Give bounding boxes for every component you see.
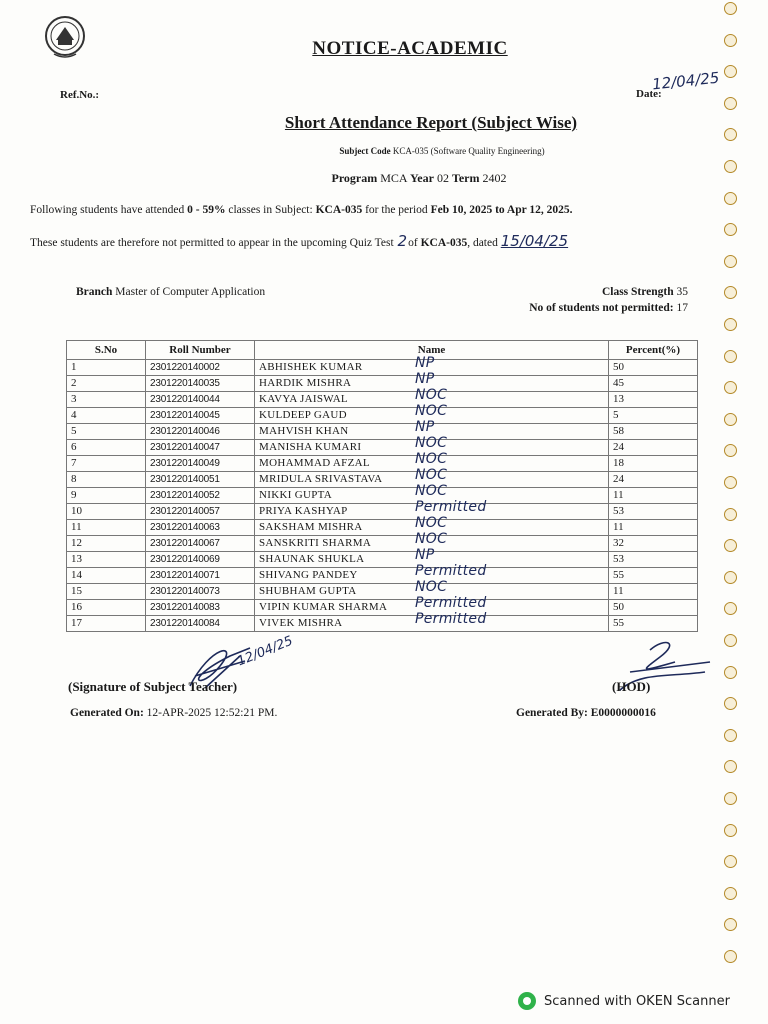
table-row — [67, 440, 698, 456]
binder-hole — [724, 887, 737, 900]
cell-roll-number — [146, 616, 255, 632]
cell-percent — [609, 408, 698, 424]
cell-percent-text: 13 — [613, 393, 624, 405]
report-title: Short Attendance Report (Subject Wise) — [284, 113, 578, 132]
cell-percent-text: 58 — [613, 425, 624, 437]
cell-percent — [609, 376, 698, 392]
cell-roll-number-text: 2301220140035 — [150, 378, 220, 389]
binder-ring-holes — [724, 0, 744, 1000]
cell-roll-number — [146, 456, 255, 472]
table-row — [67, 568, 698, 584]
cell-name-text: VIVEK MISHRA — [259, 617, 343, 629]
cell-sno — [67, 488, 146, 504]
class-strength-block — [529, 284, 688, 316]
table-row — [67, 600, 698, 616]
table-row — [67, 488, 698, 504]
cell-sno-text: 1 — [71, 361, 77, 373]
cell-sno-text: 10 — [71, 505, 82, 517]
cell-roll-number-text: 2301220140084 — [150, 618, 220, 629]
cell-percent — [609, 536, 698, 552]
cell-sno-text: 9 — [71, 489, 77, 501]
cell-roll-number — [146, 408, 255, 424]
cell-sno — [67, 552, 146, 568]
cell-percent-text: 32 — [613, 537, 624, 549]
cell-sno — [67, 424, 146, 440]
branch-line — [76, 286, 265, 298]
page-title: NOTICE-ACADEMIC — [312, 38, 508, 59]
cell-sno-text: 4 — [71, 409, 77, 421]
binder-hole — [724, 160, 737, 173]
cell-roll-number-text: 2301220140052 — [150, 490, 220, 501]
table-row — [67, 424, 698, 440]
table-row — [67, 376, 698, 392]
subject-code-line — [0, 146, 768, 156]
table-row — [67, 504, 698, 520]
generated-on-label: Generated On: — [70, 707, 144, 719]
teacher-signature-date: 12/04/25 — [235, 633, 296, 670]
cell-sno — [67, 456, 146, 472]
cell-roll-number — [146, 440, 255, 456]
cell-percent — [609, 456, 698, 472]
binder-hole — [724, 792, 737, 805]
statement-text: Following students have attended — [30, 204, 188, 216]
binder-hole — [724, 855, 737, 868]
year-label: Year — [409, 171, 434, 185]
cell-percent — [609, 504, 698, 520]
class-strength-label: Class Strength — [601, 286, 674, 298]
handwritten-remark: NOC — [415, 515, 448, 531]
table-row — [67, 360, 698, 376]
generated-by-value: E0000000016 — [590, 707, 656, 719]
handwritten-remark: NOC — [415, 579, 448, 595]
cell-name-text: SAKSHAM MISHRA — [259, 521, 363, 533]
handwritten-remark: NP — [415, 547, 435, 563]
scanner-text: Scanned with OKEN Scanner — [544, 993, 730, 1009]
generated-by — [516, 707, 656, 719]
binder-hole — [724, 760, 737, 773]
cell-percent-text: 11 — [613, 521, 624, 533]
cell-roll-number — [146, 472, 255, 488]
cell-roll-number — [146, 392, 255, 408]
binder-hole — [724, 255, 737, 268]
cell-roll-number — [146, 552, 255, 568]
binder-hole — [724, 350, 737, 363]
handwritten-date: 12/04/25 — [651, 68, 721, 94]
subject-code: KCA-035 — [420, 237, 468, 249]
cell-name-text: HARDIK MISHRA — [259, 377, 352, 389]
binder-hole — [724, 697, 737, 710]
program-label: Program — [331, 171, 378, 185]
scanner-logo-icon — [518, 992, 536, 1010]
statement-text: of — [408, 237, 421, 249]
handwritten-remark: NOC — [415, 483, 448, 499]
cell-roll-number-text: 2301220140046 — [150, 426, 220, 437]
cell-roll-number-text: 2301220140073 — [150, 586, 220, 597]
statement-text: These students are therefore not permitted to appear in the upcoming Quiz Test — [30, 237, 394, 249]
handwritten-remark: NOC — [415, 467, 448, 483]
table-row — [67, 616, 698, 632]
cell-sno-text: 8 — [71, 473, 77, 485]
table-row — [67, 552, 698, 568]
cell-name-text: SHUBHAM GUPTA — [259, 585, 357, 597]
cell-sno — [67, 568, 146, 584]
cell-sno-text: 17 — [71, 617, 82, 629]
cell-name-text: MAHVISH KHAN — [259, 425, 349, 437]
cell-name-text: SANSKRITI SHARMA — [259, 537, 372, 549]
statement-text: for the period — [362, 204, 431, 216]
table-row — [67, 520, 698, 536]
binder-hole — [724, 602, 737, 615]
cell-roll-number — [146, 600, 255, 616]
term-label: Term — [451, 171, 480, 185]
statement-line-1 — [30, 204, 573, 216]
statement-line-2 — [30, 232, 568, 250]
cell-roll-number — [146, 536, 255, 552]
cell-sno — [67, 408, 146, 424]
cell-roll-number-text: 2301220140051 — [150, 474, 220, 485]
binder-hole — [724, 950, 737, 963]
cell-roll-number — [146, 504, 255, 520]
cell-roll-number — [146, 584, 255, 600]
handwritten-remark: NOC — [415, 403, 448, 419]
cell-percent — [609, 600, 698, 616]
cell-sno — [67, 504, 146, 520]
cell-name — [255, 611, 609, 632]
binder-hole — [724, 223, 737, 236]
cell-sno-text: 11 — [71, 521, 82, 533]
cell-roll-number-text: 2301220140083 — [150, 602, 220, 613]
cell-name-text: SHIVANG PANDEY — [259, 569, 358, 581]
cell-roll-number-text: 2301220140049 — [150, 458, 220, 469]
branch-label: Branch — [76, 286, 113, 298]
cell-percent — [609, 616, 698, 632]
header-name: Name — [255, 341, 609, 360]
handwritten-remark: NOC — [415, 435, 448, 451]
cell-name-text: VIPIN KUMAR SHARMA — [259, 601, 388, 613]
binder-hole — [724, 444, 737, 457]
cell-roll-number-text: 2301220140057 — [150, 506, 220, 517]
cell-roll-number-text: 2301220140044 — [150, 394, 220, 405]
cell-percent-text: 18 — [613, 457, 624, 469]
not-permitted-value: 17 — [676, 302, 688, 314]
binder-hole — [724, 381, 737, 394]
cell-percent — [609, 424, 698, 440]
cell-roll-number-text: 2301220140069 — [150, 554, 220, 565]
cell-percent-text: 55 — [613, 569, 624, 581]
hod-label: (HOD) — [612, 679, 651, 694]
handwritten-quiz-number: 2 — [397, 232, 408, 250]
cell-roll-number — [146, 568, 255, 584]
cell-roll-number-text: 2301220140045 — [150, 410, 220, 421]
attendance-table — [66, 340, 698, 632]
cell-name-text: ABHISHEK KUMAR — [259, 361, 363, 373]
term-value: 2402 — [482, 171, 507, 185]
cell-sno — [67, 584, 146, 600]
cell-sno — [67, 600, 146, 616]
cell-percent — [609, 584, 698, 600]
cell-sno — [67, 472, 146, 488]
cell-percent — [609, 392, 698, 408]
cell-sno-text: 2 — [71, 377, 77, 389]
binder-hole — [724, 413, 737, 426]
cell-roll-number — [146, 376, 255, 392]
binder-hole — [724, 192, 737, 205]
cell-roll-number — [146, 424, 255, 440]
binder-hole — [724, 666, 737, 679]
subject-code-value: KCA-035 (Software Quality Engineering) — [392, 146, 545, 156]
subject-code-label: Subject Code — [339, 146, 391, 156]
binder-hole — [724, 34, 737, 47]
table-header-row — [67, 341, 698, 360]
cell-percent — [609, 360, 698, 376]
cell-percent — [609, 568, 698, 584]
cell-percent-text: 11 — [613, 489, 624, 501]
cell-sno — [67, 616, 146, 632]
subject-code: KCA-035 — [315, 204, 363, 216]
binder-hole — [724, 476, 737, 489]
cell-name-text: KAVYA JAISWAL — [259, 393, 348, 405]
handwritten-remark: NOC — [415, 451, 448, 467]
cell-sno — [67, 376, 146, 392]
cell-sno — [67, 536, 146, 552]
cell-name-text: MOHAMMAD AFZAL — [259, 457, 370, 469]
cell-sno-text: 13 — [71, 553, 82, 565]
table-row — [67, 392, 698, 408]
date-label: Date: — [636, 88, 662, 100]
binder-hole — [724, 824, 737, 837]
cell-percent — [609, 488, 698, 504]
attendance-range: 0 - 59% — [187, 204, 226, 216]
binder-hole — [724, 508, 737, 521]
branch-value: Master of Computer Application — [115, 286, 266, 298]
handwritten-remark: Permitted — [415, 563, 487, 579]
table-row — [67, 408, 698, 424]
cell-sno-text: 6 — [71, 441, 77, 453]
cell-sno-text: 16 — [71, 601, 82, 613]
cell-percent — [609, 472, 698, 488]
binder-hole — [724, 65, 737, 78]
handwritten-remark: NP — [415, 355, 435, 371]
cell-percent-text: 53 — [613, 505, 624, 517]
cell-roll-number-text: 2301220140002 — [150, 362, 220, 373]
binder-hole — [724, 539, 737, 552]
cell-sno-text: 7 — [71, 457, 77, 469]
cell-sno-text: 15 — [71, 585, 82, 597]
cell-percent — [609, 552, 698, 568]
ref-number-label: Ref.No.: — [60, 89, 100, 101]
cell-percent-text: 50 — [613, 361, 624, 373]
cell-name-text: PRIYA KASHYAP — [259, 505, 348, 517]
cell-percent-text: 24 — [613, 473, 624, 485]
cell-percent-text: 50 — [613, 601, 624, 613]
generated-on-value: 12-APR-2025 12:52:21 PM. — [146, 707, 278, 719]
not-permitted-label: No of students not permitted: — [529, 302, 674, 314]
cell-sno-text: 14 — [71, 569, 82, 581]
cell-percent-text: 45 — [613, 377, 624, 389]
program-value: MCA — [380, 171, 407, 185]
statement-text: classes in Subject: — [225, 204, 316, 216]
statement-text: , dated — [467, 237, 498, 249]
handwritten-remark: NP — [415, 419, 435, 435]
cell-name-text: MRIDULA SRIVASTAVA — [259, 473, 383, 485]
cell-roll-number — [146, 488, 255, 504]
class-strength-value: 35 — [676, 286, 688, 298]
program-line — [0, 171, 768, 186]
cell-percent-text: 5 — [613, 409, 619, 421]
teacher-signature-label: (Signature of Subject Teacher) — [68, 679, 238, 694]
handwritten-remark: NOC — [415, 531, 448, 547]
table-row — [67, 584, 698, 600]
handwritten-remark: Permitted — [415, 499, 487, 515]
cell-sno-text: 5 — [71, 425, 77, 437]
cell-name-text: MANISHA KUMARI — [259, 441, 362, 453]
binder-hole — [724, 128, 737, 141]
cell-sno — [67, 392, 146, 408]
cell-percent-text: 55 — [613, 617, 624, 629]
binder-hole — [724, 571, 737, 584]
year-value: 02 — [436, 171, 449, 185]
cell-percent — [609, 440, 698, 456]
binder-hole — [724, 729, 737, 742]
cell-name-text: SHAUNAK SHUKLA — [259, 553, 365, 565]
binder-hole — [724, 286, 737, 299]
table-row — [67, 472, 698, 488]
binder-hole — [724, 2, 737, 15]
table-row — [67, 536, 698, 552]
cell-sno-text: 3 — [71, 393, 77, 405]
handwritten-quiz-date: 15/04/25 — [500, 232, 569, 250]
handwritten-remark: NP — [415, 371, 435, 387]
header-roll-number: Roll Number — [146, 341, 255, 360]
table-row — [67, 456, 698, 472]
handwritten-remark: Permitted — [415, 611, 487, 627]
cell-sno — [67, 440, 146, 456]
scanner-watermark — [518, 992, 730, 1010]
cell-roll-number — [146, 360, 255, 376]
generated-on — [70, 707, 277, 719]
cell-sno-text: 12 — [71, 537, 82, 549]
cell-sno — [67, 360, 146, 376]
binder-hole — [724, 918, 737, 931]
cell-percent — [609, 520, 698, 536]
header-sno: S.No — [67, 341, 146, 360]
generated-by-label: Generated By: — [516, 707, 588, 719]
cell-name-text: KULDEEP GAUD — [259, 409, 347, 421]
handwritten-remark: NOC — [415, 387, 448, 403]
cell-sno — [67, 520, 146, 536]
cell-percent-text: 53 — [613, 553, 624, 565]
handwritten-remark: Permitted — [415, 595, 487, 611]
binder-hole — [724, 318, 737, 331]
cell-roll-number-text: 2301220140071 — [150, 570, 220, 581]
cell-percent-text: 11 — [613, 585, 624, 597]
cell-percent-text: 24 — [613, 441, 624, 453]
cell-name-text: NIKKI GUPTA — [259, 489, 332, 501]
cell-roll-number-text: 2301220140063 — [150, 522, 220, 533]
attendance-period: Feb 10, 2025 to Apr 12, 2025. — [430, 204, 573, 216]
binder-hole — [724, 97, 737, 110]
binder-hole — [724, 634, 737, 647]
cell-roll-number-text: 2301220140047 — [150, 442, 220, 453]
cell-roll-number — [146, 520, 255, 536]
header-percent: Percent(%) — [609, 341, 698, 360]
cell-roll-number-text: 2301220140067 — [150, 538, 220, 549]
